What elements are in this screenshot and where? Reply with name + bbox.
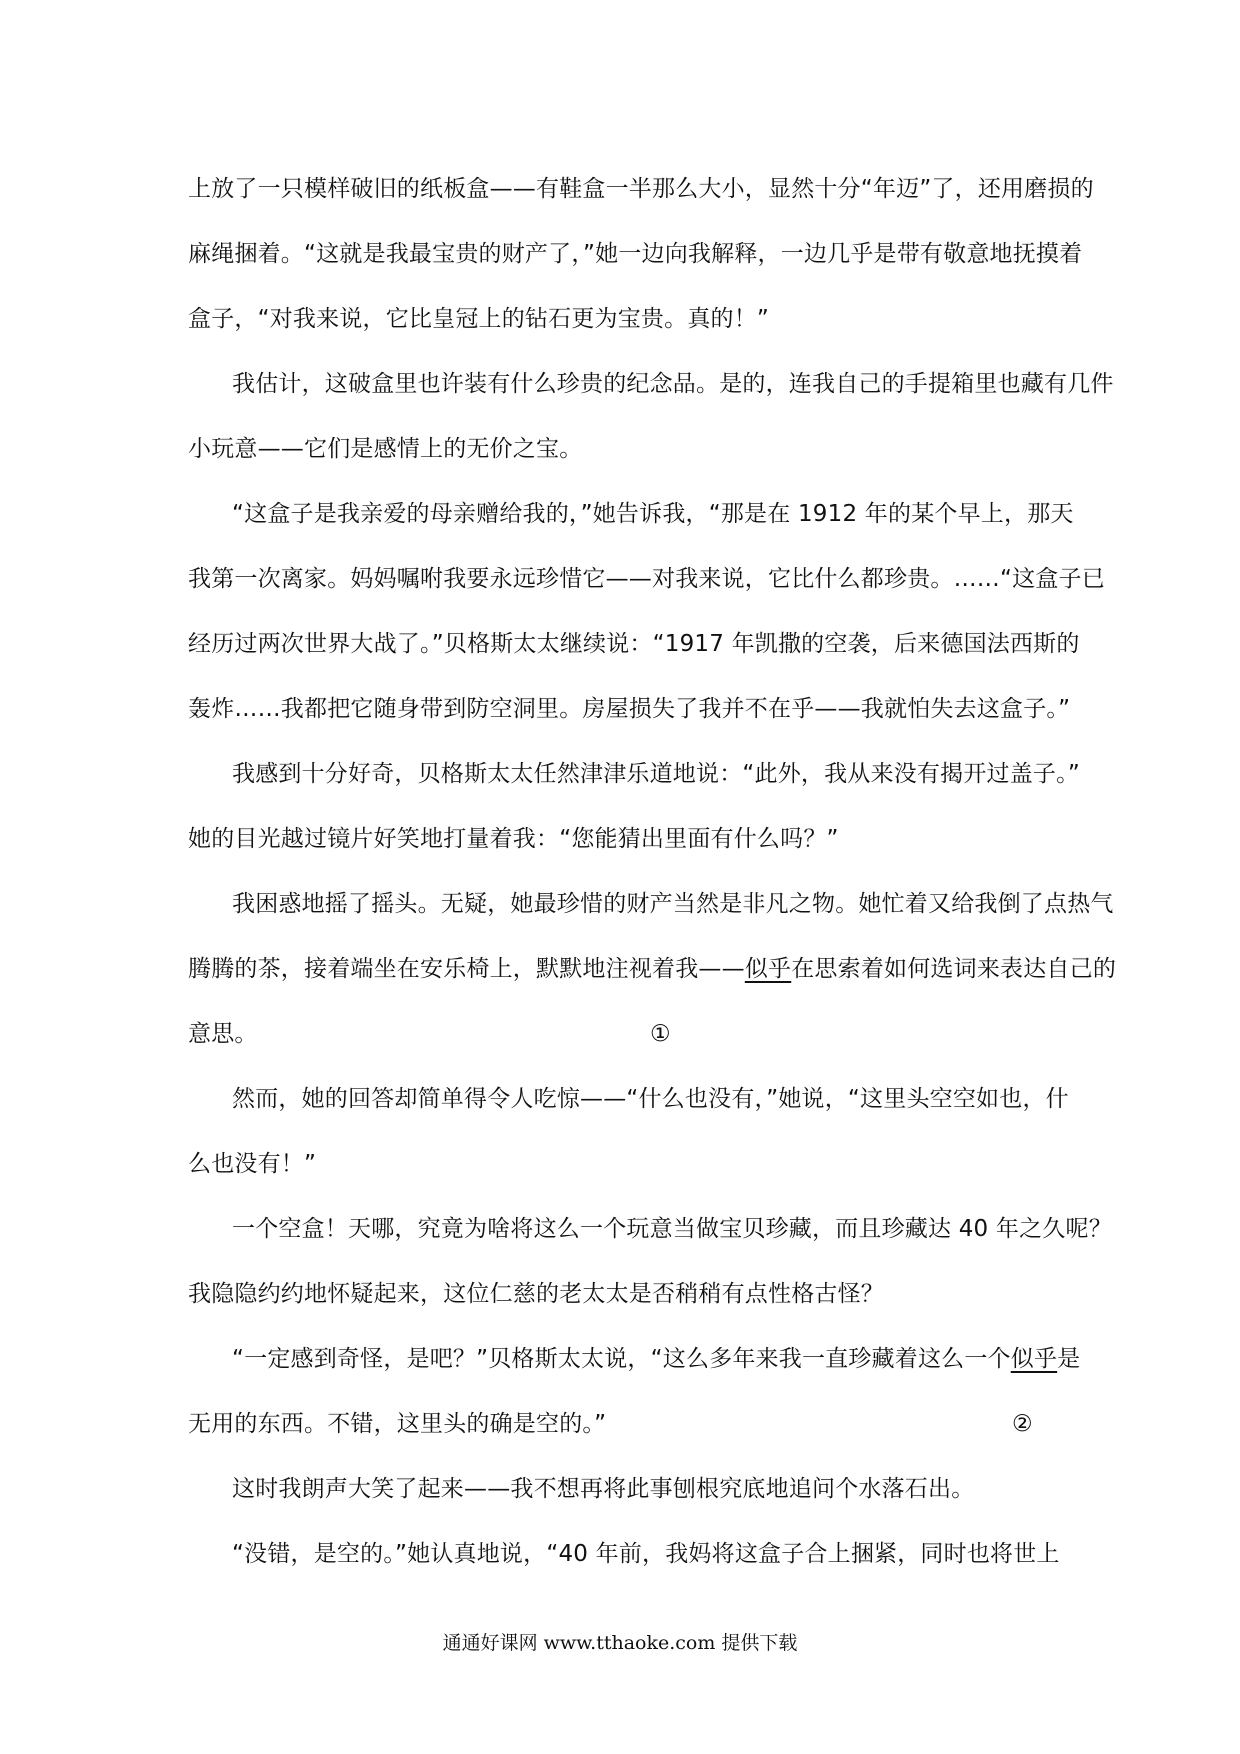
text-segment: 无用的东西。不错，这里头的确是空的。” <box>188 1411 607 1437</box>
text-line: 盒子，“对我来说，它比皇冠上的钻石更为宝贵。真的！” <box>188 306 770 332</box>
text-segment: “一定感到奇怪，是吧？”贝格斯太太说，“这么多年来我一直珍藏着这么一个 <box>232 1346 1011 1372</box>
blank-marker-2: ② <box>1012 1411 1033 1437</box>
text-segment: 是 <box>1057 1346 1081 1372</box>
blank-marker-1: ① <box>650 1021 671 1047</box>
text-line: 我第一次离家。妈妈嘱咐我要永远珍惜它——对我来说，它比什么都珍贵。……“这盒子已 <box>188 566 1105 592</box>
text-line <box>188 937 1117 1002</box>
text-segment: 腾腾的茶，接着端坐在安乐椅上，默默地注视着我—— <box>188 956 745 982</box>
text-line: “这盒子是我亲爱的母亲赠给我的，”她告诉我，“那是在 1912 年的某个早上，那天 <box>232 501 1074 527</box>
text-line: 上放了一只模样破旧的纸板盒——有鞋盒一半那么大小，显然十分“年迈”了，还用磨损的 <box>188 176 1094 202</box>
text-line: 经历过两次世界大战了。”贝格斯太太继续说：“1917 年凯撒的空袭，后来德国法西斯的 <box>188 631 1080 657</box>
text-line: 麻绳捆着。“这就是我最宝贵的财产了，”她一边向我解释，一边几乎是带有敬意地抚摸着 <box>188 241 1083 267</box>
text-line: 我感到十分好奇，贝格斯太太任然津津乐道地说：“此外，我从来没有揭开过盖子。” <box>232 761 1080 787</box>
text-line: 小玩意——它们是感情上的无价之宝。 <box>188 436 583 462</box>
text-line: 我隐隐约约地怀疑起来，这位仁慈的老太太是否稍稍有点性格古怪？ <box>188 1281 884 1307</box>
text-line <box>188 1392 1058 1457</box>
text-line: “没错，是空的。”她认真地说，“40 年前，我妈将这盒子合上捆紧，同时也将世上 <box>232 1541 1060 1567</box>
text-line <box>188 1327 1081 1392</box>
text-line <box>188 1002 1058 1067</box>
text-line: 我困惑地摇了摇头。无疑，她最珍惜的财产当然是非凡之物。她忙着又给我倒了点热气 <box>232 891 1114 917</box>
body-text <box>188 157 1117 1587</box>
text-line: 我估计，这破盒里也许装有什么珍贵的纪念品。是的，连我自己的手提箱里也藏有几件 <box>232 371 1114 397</box>
text-segment: 意思。 <box>188 1021 258 1047</box>
text-line: 然而，她的回答却简单得令人吃惊——“什么也没有，”她说，“这里头空空如也，什 <box>232 1086 1069 1112</box>
text-line: 一个空盒！天哪，究竟为啥将这么一个玩意当做宝贝珍藏，而且珍藏达 40 年之久呢？ <box>232 1216 1112 1242</box>
underlined-word: 似乎 <box>1010 1346 1058 1372</box>
text-line: 她的目光越过镜片好笑地打量着我：“您能猜出里面有什么吗？” <box>188 826 839 852</box>
underlined-word: 似乎 <box>744 956 792 982</box>
text-line: 么也没有！” <box>188 1151 317 1177</box>
text-line: 轰炸……我都把它随身带到防空洞里。房屋损失了我并不在乎——我就怕失去这盒子。” <box>188 696 1071 722</box>
text-line: 这时我朗声大笑了起来——我不想再将此事刨根究底地追问个水落石出。 <box>232 1476 975 1502</box>
page-footer: 通通好课网 www.tthaoke.com 提供下载 <box>442 1632 798 1654</box>
text-segment: 在思索着如何选词来表达自己的 <box>791 956 1117 982</box>
